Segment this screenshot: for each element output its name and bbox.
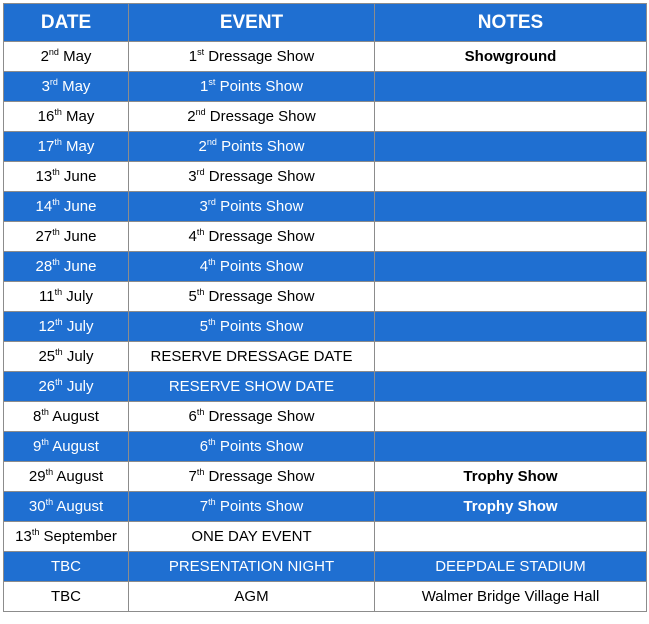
date-text-rest: July	[62, 318, 94, 335]
table-row	[4, 312, 647, 342]
column-header-date: DATE	[4, 4, 129, 42]
table-row	[4, 252, 647, 282]
event-text: 6	[199, 438, 209, 455]
event-cell	[129, 42, 375, 72]
date-text-rest: September	[39, 528, 117, 545]
table-row	[4, 552, 647, 582]
date-text-rest: June	[59, 198, 97, 215]
date-text-rest: June	[59, 168, 97, 185]
notes-text: Walmer Bridge Village Hall	[421, 588, 600, 605]
event-cell	[129, 582, 375, 612]
date-text-rest: June	[59, 258, 97, 275]
table-row	[4, 432, 647, 462]
table-body	[4, 42, 647, 612]
event-text-rest: Dressage Show	[204, 48, 315, 65]
event-ordinal-suffix: nd	[206, 137, 217, 147]
notes-cell	[375, 492, 647, 522]
date-cell	[4, 312, 129, 342]
date-cell	[4, 432, 129, 462]
event-ordinal-suffix: th	[196, 407, 205, 417]
event-text: 7	[188, 468, 197, 485]
event-ordinal-suffix: th	[196, 227, 205, 237]
date-cell	[4, 102, 129, 132]
table-row	[4, 222, 647, 252]
date-ordinal-suffix: th	[52, 167, 60, 177]
notes-cell	[375, 522, 647, 552]
date-text: 2	[40, 48, 49, 65]
date-cell	[4, 522, 129, 552]
event-text-rest: Points Show	[216, 138, 305, 155]
date-text: 27	[35, 228, 53, 245]
table-row	[4, 102, 647, 132]
event-cell	[129, 462, 375, 492]
date-cell	[4, 372, 129, 402]
event-text: 5	[188, 288, 197, 305]
date-text-rest: August	[53, 498, 104, 515]
date-ordinal-suffix: th	[55, 377, 63, 387]
event-ordinal-suffix: nd	[195, 107, 206, 117]
notes-text: DEEPDALE STADIUM	[435, 558, 586, 575]
event-ordinal-suffix: th	[208, 317, 216, 327]
date-text-rest: July	[62, 378, 94, 395]
date-ordinal-suffix: th	[54, 107, 62, 117]
date-text: 12	[38, 318, 56, 335]
events-schedule-table	[3, 3, 647, 612]
event-text: 1	[188, 48, 198, 65]
event-text: 6	[188, 408, 197, 425]
event-cell	[129, 552, 375, 582]
event-text: 3	[199, 198, 208, 215]
event-text: 1	[200, 78, 209, 95]
table-row	[4, 132, 647, 162]
event-text: PRESENTATION NIGHT	[168, 558, 335, 575]
event-text: 3	[188, 168, 197, 185]
date-cell	[4, 252, 129, 282]
date-cell	[4, 492, 129, 522]
date-cell	[4, 552, 129, 582]
event-text: 4	[199, 258, 209, 275]
date-text: 3	[41, 78, 50, 95]
event-text: RESERVE SHOW DATE	[168, 378, 335, 395]
notes-cell	[375, 42, 647, 72]
event-cell	[129, 102, 375, 132]
table-row	[4, 342, 647, 372]
table-header-row	[4, 4, 647, 42]
date-ordinal-suffix: th	[41, 407, 49, 417]
table-row	[4, 192, 647, 222]
date-text-rest: May	[61, 108, 95, 125]
date-text: 14	[35, 198, 53, 215]
event-text-rest: Points Show	[215, 498, 304, 515]
date-text: 29	[28, 468, 46, 485]
event-text: 2	[198, 138, 207, 155]
notes-cell	[375, 192, 647, 222]
notes-cell	[375, 462, 647, 492]
event-ordinal-suffix: th	[196, 287, 205, 297]
event-text-rest: Points Show	[215, 198, 304, 215]
event-text-rest: Dressage Show	[204, 408, 315, 425]
date-text-rest: June	[59, 228, 97, 245]
notes-cell	[375, 372, 647, 402]
date-text: 26	[38, 378, 56, 395]
date-text: 28	[35, 258, 53, 275]
table-row	[4, 162, 647, 192]
notes-cell	[375, 282, 647, 312]
notes-cell	[375, 102, 647, 132]
date-text: 8	[33, 408, 42, 425]
date-ordinal-suffix: th	[52, 227, 60, 237]
column-header-notes: NOTES	[375, 4, 647, 42]
event-ordinal-suffix: th	[208, 437, 216, 447]
event-text-rest: Dressage Show	[204, 288, 315, 305]
date-ordinal-suffix: th	[31, 527, 40, 537]
date-text: 13	[15, 528, 32, 545]
date-text-rest: August	[53, 468, 104, 485]
table-row	[4, 462, 647, 492]
event-ordinal-suffix: th	[208, 497, 216, 507]
date-text-rest: May	[61, 138, 95, 155]
event-text: 5	[199, 318, 209, 335]
notes-cell	[375, 222, 647, 252]
date-cell	[4, 282, 129, 312]
event-cell	[129, 342, 375, 372]
event-ordinal-suffix: st	[197, 47, 205, 57]
notes-text: Trophy Show	[463, 468, 558, 485]
event-cell	[129, 192, 375, 222]
notes-cell	[375, 312, 647, 342]
notes-cell	[375, 342, 647, 372]
table-row	[4, 492, 647, 522]
notes-cell	[375, 162, 647, 192]
table-row	[4, 582, 647, 612]
date-text-rest: July	[62, 348, 94, 365]
event-ordinal-suffix: rd	[196, 167, 205, 177]
date-ordinal-suffix: th	[52, 257, 60, 267]
event-text: 2	[187, 108, 196, 125]
event-cell	[129, 282, 375, 312]
date-cell	[4, 162, 129, 192]
table-row	[4, 522, 647, 552]
date-cell	[4, 582, 129, 612]
notes-text: Showground	[464, 48, 557, 65]
event-text: RESERVE DRESSAGE DATE	[150, 348, 353, 365]
event-cell	[129, 222, 375, 252]
date-ordinal-suffix: th	[54, 287, 63, 297]
notes-cell	[375, 402, 647, 432]
event-cell	[129, 312, 375, 342]
event-text-rest: Points Show	[215, 258, 304, 275]
date-text: 25	[38, 348, 56, 365]
notes-cell	[375, 132, 647, 162]
notes-cell	[375, 252, 647, 282]
date-ordinal-suffix: th	[55, 347, 63, 357]
date-text-rest: May	[57, 78, 91, 95]
table-row	[4, 72, 647, 102]
date-ordinal-suffix: th	[54, 137, 62, 147]
event-text: AGM	[234, 588, 269, 605]
event-cell	[129, 162, 375, 192]
event-text-rest: Dressage Show	[204, 468, 315, 485]
event-text: 4	[188, 228, 197, 245]
date-ordinal-suffix: th	[41, 437, 49, 447]
date-cell	[4, 42, 129, 72]
date-cell	[4, 72, 129, 102]
event-text-rest: Dressage Show	[205, 108, 316, 125]
date-text: 16	[37, 108, 55, 125]
date-cell	[4, 342, 129, 372]
date-ordinal-suffix: th	[45, 497, 54, 507]
date-text-rest: May	[58, 48, 92, 65]
date-ordinal-suffix: th	[52, 197, 60, 207]
event-cell	[129, 252, 375, 282]
event-cell	[129, 72, 375, 102]
date-ordinal-suffix: rd	[49, 77, 58, 87]
notes-cell	[375, 582, 647, 612]
event-text: 7	[199, 498, 209, 515]
date-text-rest: August	[48, 438, 99, 455]
date-cell	[4, 402, 129, 432]
date-cell	[4, 462, 129, 492]
event-text-rest: Points Show	[215, 78, 303, 95]
date-text: 11	[39, 288, 55, 305]
notes-cell	[375, 432, 647, 462]
event-ordinal-suffix: th	[208, 257, 216, 267]
date-ordinal-suffix: nd	[48, 47, 59, 57]
event-cell	[129, 402, 375, 432]
event-ordinal-suffix: rd	[207, 197, 216, 207]
date-cell	[4, 222, 129, 252]
event-text-rest: Dressage Show	[204, 168, 315, 185]
date-text: TBC	[51, 588, 81, 605]
notes-cell	[375, 72, 647, 102]
event-text-rest: Points Show	[215, 438, 304, 455]
event-ordinal-suffix: st	[208, 77, 216, 87]
date-text: 13	[35, 168, 53, 185]
date-ordinal-suffix: th	[45, 467, 54, 477]
event-text-rest: Points Show	[215, 318, 304, 335]
date-ordinal-suffix: th	[55, 317, 63, 327]
event-cell	[129, 522, 375, 552]
date-cell	[4, 192, 129, 222]
date-text: TBC	[51, 558, 81, 575]
event-cell	[129, 372, 375, 402]
event-ordinal-suffix: th	[196, 467, 205, 477]
date-cell	[4, 132, 129, 162]
column-header-event: EVENT	[129, 4, 375, 42]
date-text-rest: August	[48, 408, 99, 425]
date-text: 30	[28, 498, 46, 515]
event-cell	[129, 432, 375, 462]
notes-cell	[375, 552, 647, 582]
event-cell	[129, 132, 375, 162]
table-row	[4, 42, 647, 72]
notes-text: Trophy Show	[463, 498, 558, 515]
date-text-rest: July	[62, 288, 93, 305]
table-row	[4, 372, 647, 402]
event-text: ONE DAY EVENT	[191, 528, 312, 545]
table-row	[4, 402, 647, 432]
table-row	[4, 282, 647, 312]
event-text-rest: Dressage Show	[204, 228, 315, 245]
date-text: 17	[37, 138, 55, 155]
date-text: 9	[33, 438, 42, 455]
event-cell	[129, 492, 375, 522]
